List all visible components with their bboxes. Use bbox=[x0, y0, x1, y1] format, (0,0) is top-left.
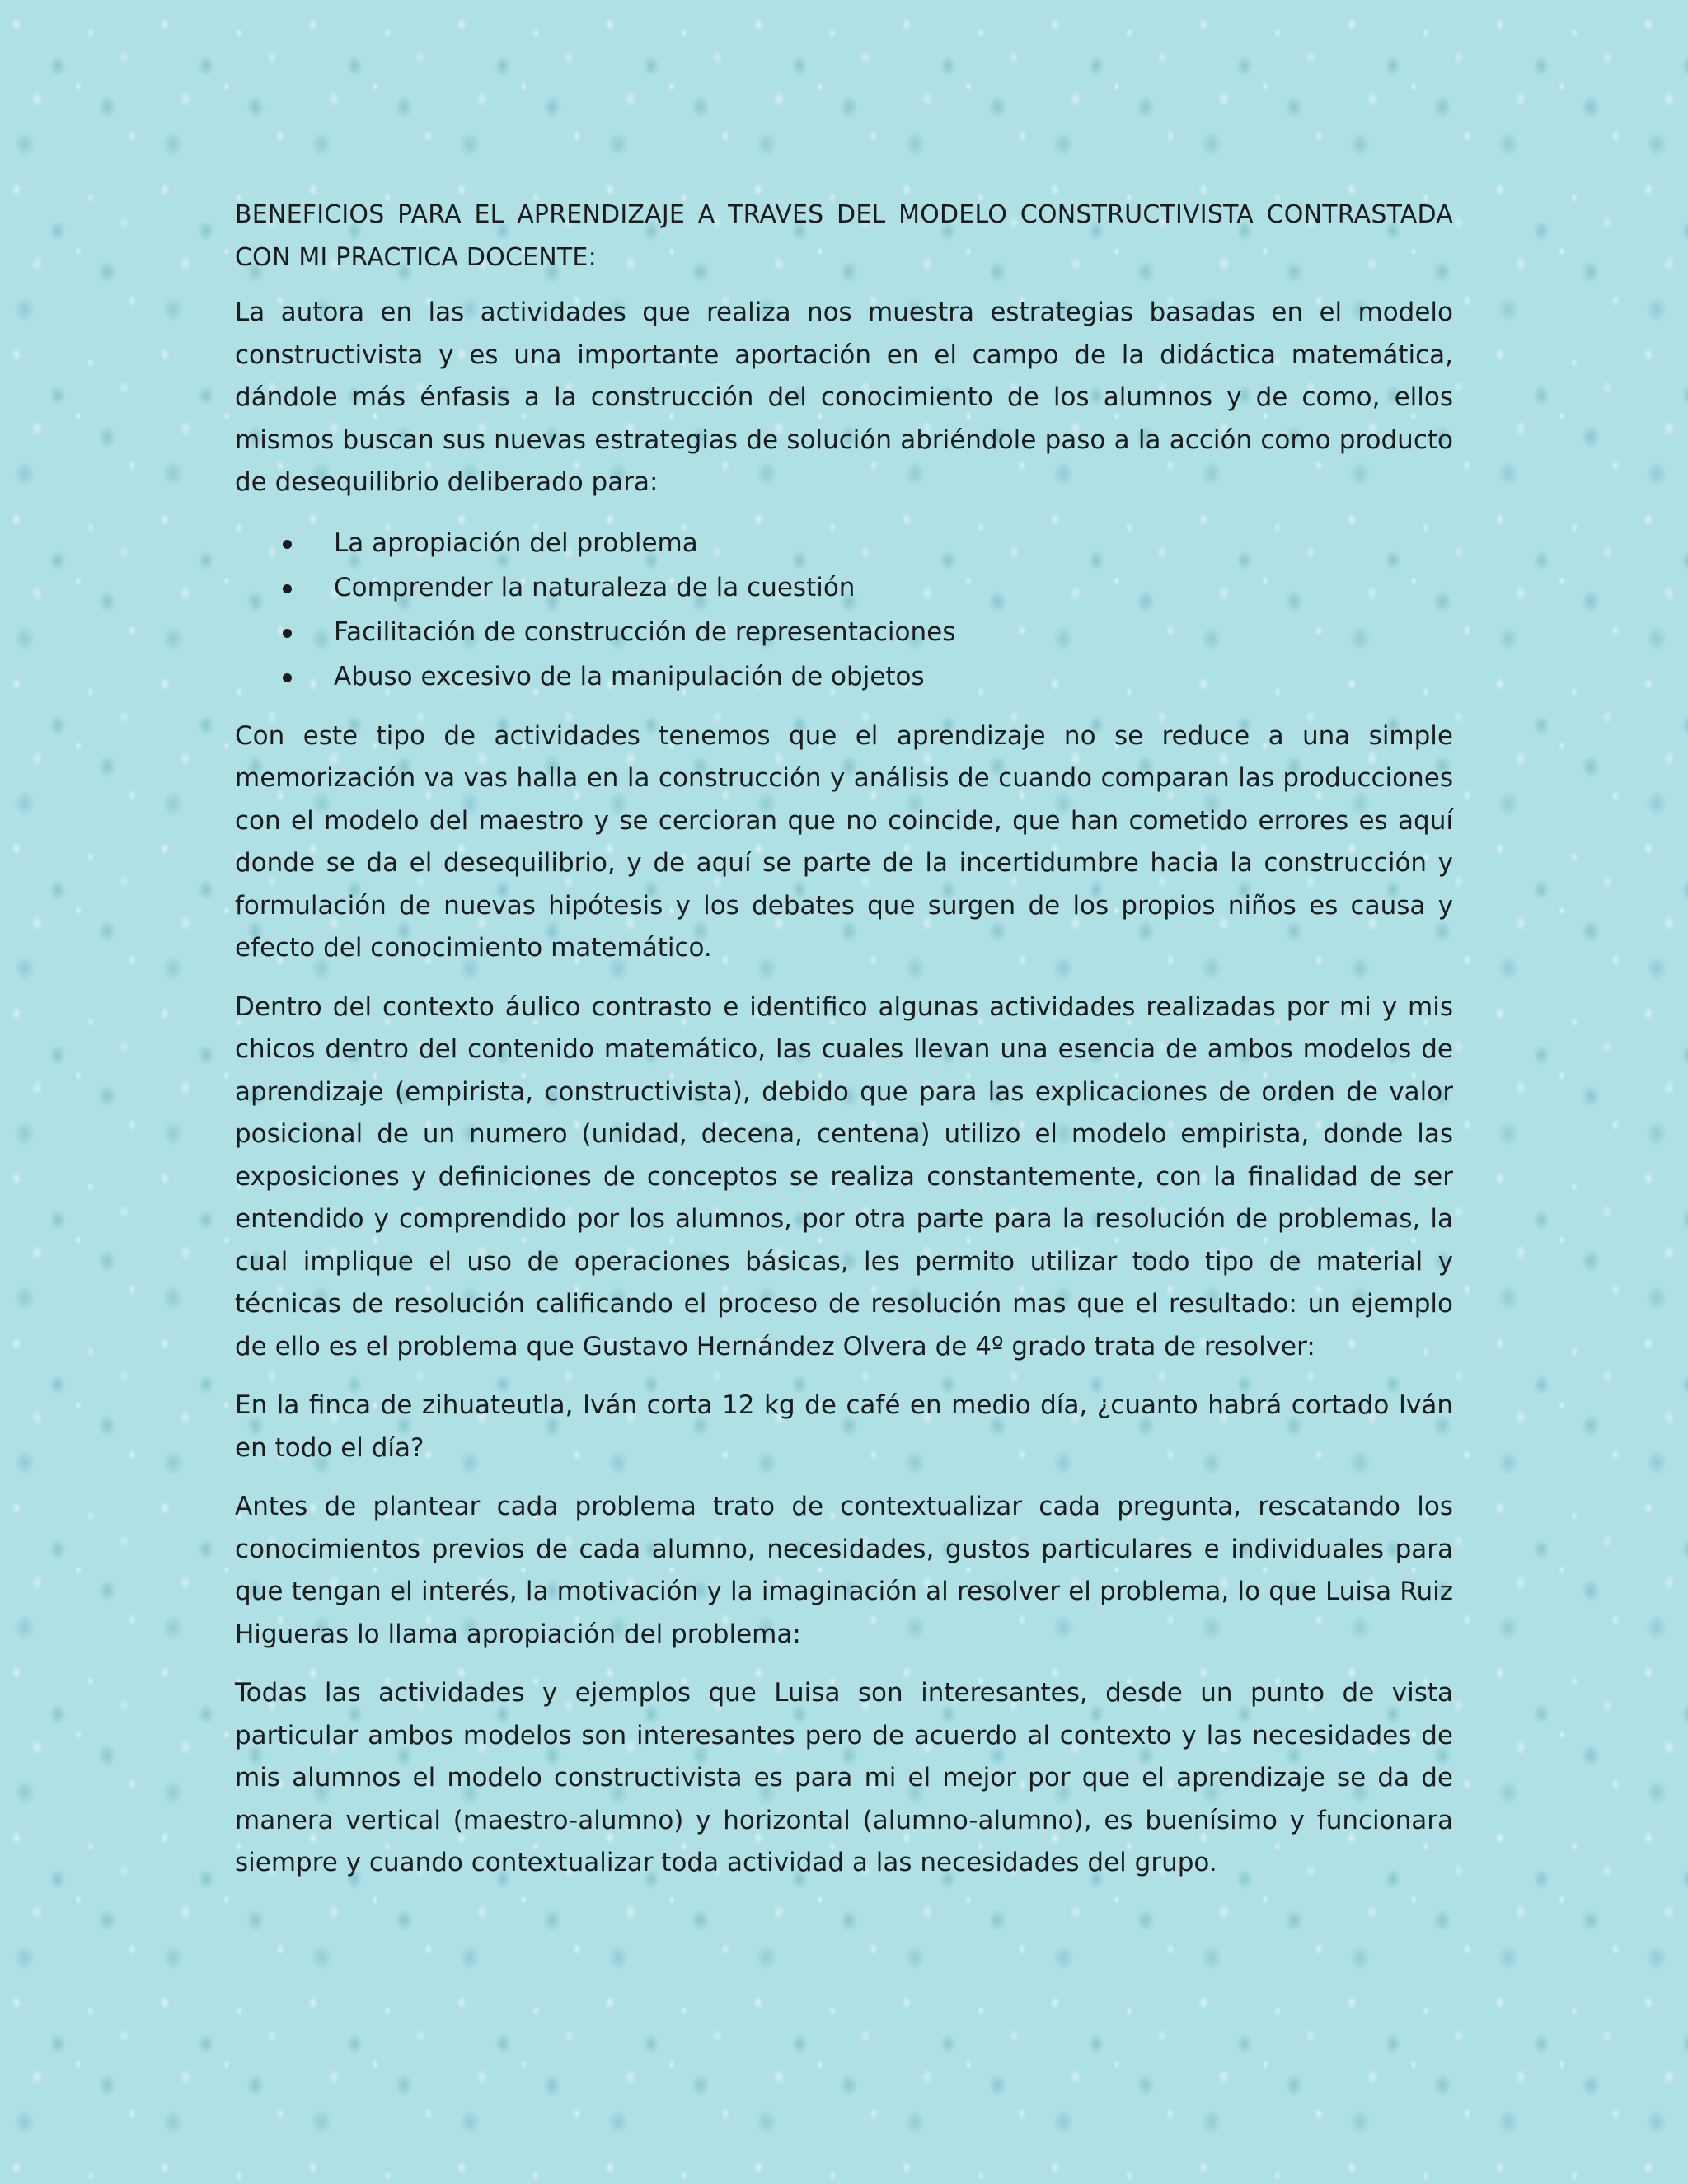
paragraph-problem: En la finca de zihuateutla, Iván corta 12 kg de café en medio día, ¿cuanto habrá cortado Iván en todo el día? bbox=[235, 1390, 1453, 1463]
paragraph-conclusion: Todas las actividades y ejemplos que Luisa son interesantes, desde un punto de vista particular ambos modelos son interesantes pero de acuerdo al contexto y las necesidades de mis alumnos el modelo constructivista es para mi el mejor por que el aprendizaje se da de manera vertical (maestro-alumno) y horizontal (alumno-alumno), es buenísimo y funcionara siempre y cuando contextualizar toda actividad a las necesidades del grupo. bbox=[235, 1678, 1453, 1877]
bullet-icon bbox=[283, 673, 292, 682]
paragraph-learning: Con este tipo de actividades tenemos que el aprendizaje no se reduce a una simple memorización va vas halla en la construcción y análisis de cuando comparan las producciones con el modelo del maestro y se cercioran que no coincide, que han cometido errores es aquí donde se da el desequilibrio, y de aquí se parte de la incertidumbre hacia la construcción y formulación de nuevas hipótesis y los debates que surgen de los propios niños es causa y efecto del conocimiento matemático. bbox=[235, 720, 1453, 963]
bullet-item bbox=[235, 521, 1453, 565]
paragraph-context: Dentro del contexto áulico contrasto e identifico algunas actividades realizadas por mi y mis chicos dentro del contenido matemático, las cuales llevan una esencia de ambos modelos de aprendizaje (empirista, constructivista), debido que para las explicaciones de orden de valor posicional de un numero (unidad, decena, centena) utilizo el modelo empirista, donde las exposiciones y definiciones de conceptos se realiza constantemente, con la finalidad de ser entendido y comprendido por los alumnos, por otra parte para la resolución de problemas, la cual implique el uso de operaciones básicas, les permito utilizar todo tipo de material y técnicas de resolución calificando el proceso de resolución mas que el resultado: un ejemplo de ello es el problema que Gustavo Hernández Olvera de 4º grado trata de resolver: bbox=[235, 991, 1453, 1361]
bullet-text: La apropiación del problema bbox=[334, 527, 698, 558]
bullet-text: Abuso excesivo de la manipulación de objetos bbox=[334, 661, 925, 691]
bullet-text: Comprender la naturaleza de la cuestión bbox=[334, 572, 856, 602]
bullet-list bbox=[235, 521, 1453, 699]
bullet-icon bbox=[283, 540, 292, 549]
bullet-icon bbox=[283, 584, 292, 593]
paragraph-intro: La autora en las actividades que realiza nos muestra estrategias basadas en el modelo constructivista y es una importante aportación en el campo de la didáctica matemática, dándole más énfasis a la construcción del conocimiento de los alumnos y de como, ellos mismos buscan sus nuevas estrategias de solución abriéndole paso a la acción como producto de desequilibrio deliberado para: bbox=[235, 298, 1453, 497]
bullet-item bbox=[235, 565, 1453, 610]
bullet-text: Facilitación de construcción de representaciones bbox=[334, 616, 956, 647]
bullet-icon bbox=[283, 629, 292, 638]
bullet-item bbox=[235, 654, 1453, 699]
document-heading: BENEFICIOS PARA EL APRENDIZAJE A TRAVES DEL MODELO CONSTRUCTIVISTA CONTRASTADA CON MI PRACTICA DOCENTE: bbox=[235, 200, 1453, 272]
paragraph-contextualize: Antes de plantear cada problema trato de contextualizar cada pregunta, rescatando los conocimientos previos de cada alumno, necesidades, gustos particulares e individuales para que tengan el interés, la motivación y la imaginación al resolver el problema, lo que Luisa Ruiz Higueras lo llama apropiación del problema: bbox=[235, 1492, 1453, 1649]
document-body bbox=[235, 194, 1453, 1901]
bullet-item bbox=[235, 610, 1453, 654]
